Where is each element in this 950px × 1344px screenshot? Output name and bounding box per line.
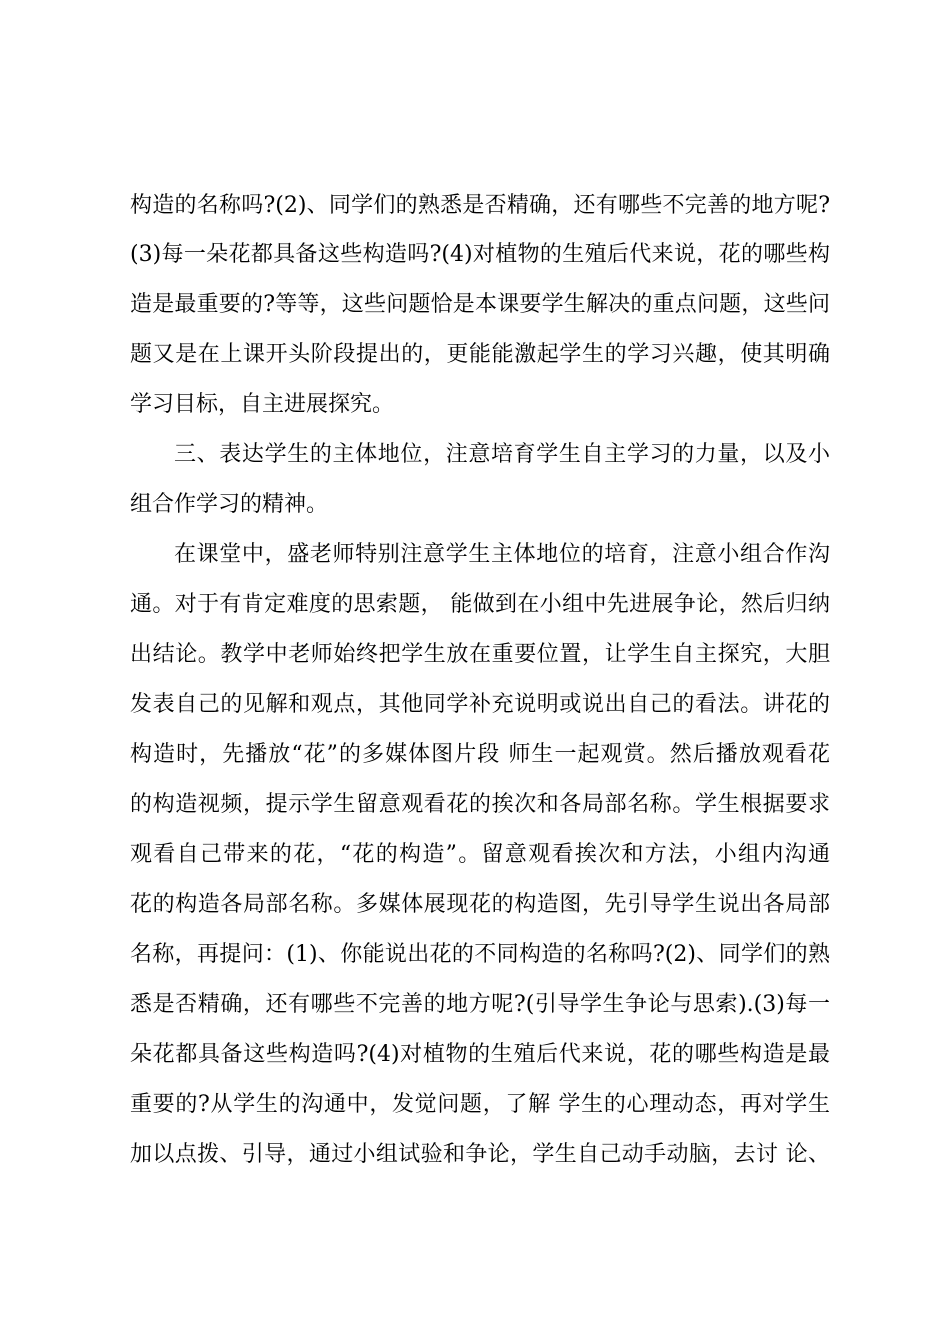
text-line-12: 构造时，先播放“花”的多媒体图片段 师生一起观赏。然后播放观看花 [130, 742, 830, 767]
text-line-16: 名称，再提问：(1)、你能说出花的不同构造的名称吗?(2)、同学们的熟 [130, 942, 830, 967]
text-line-17: 悉是否精确，还有哪些不完善的地方呢?(引导学生争论与思索).(3)每一 [130, 992, 830, 1017]
text-line-18: 朵花都具备这些构造吗?(4)对植物的生殖后代来说，花的哪些构造是最 [130, 1042, 830, 1067]
text-line-8: 在课堂中，盛老师特别注意学生主体地位的培育，注意小组合作沟 [174, 542, 830, 567]
text-line-11: 发表自己的见解和观点，其他同学补充说明或说出自己的看法。讲花的 [130, 692, 830, 717]
text-line-15: 花的构造各局部名称。多媒体展现花的构造图，先引导学生说出各局部 [130, 892, 830, 917]
section-heading-line-2: 组合作学习的精神。 [130, 492, 329, 517]
text-line-5: 学习目标，自主进展探究。 [130, 392, 395, 417]
text-line-3: 造是最重要的?等等，这些问题恰是本课要学生解决的重点问题，这些问 [130, 292, 830, 317]
text-line-20: 加以点拨、引导，通过小组试验和争论，学生自己动手动脑，去讨 论、 [130, 1142, 830, 1167]
text-line-14: 观看自己带来的花，“花的构造”。留意观看挨次和方法，小组内沟通 [130, 842, 830, 867]
text-line-4: 题又是在上课开头阶段提出的，更能能激起学生的学习兴趣，使其明确 [130, 342, 830, 367]
text-line-9: 通。对于有肯定难度的思索题， 能做到在小组中先进展争论，然后归纳 [130, 592, 830, 617]
text-line-10: 出结论。教学中老师始终把学生放在重要位置，让学生自主探究，大胆 [130, 642, 830, 667]
text-line-2: (3)每一朵花都具备这些构造吗?(4)对植物的生殖后代来说，花的哪些构 [130, 242, 830, 267]
text-line-1: 构造的名称吗?(2)、同学们的熟悉是否精确，还有哪些不完善的地方呢? [130, 193, 830, 218]
text-line-19: 重要的?从学生的沟通中，发觉问题，了解 学生的心理动态，再对学生 [130, 1092, 830, 1117]
text-line-13: 的构造视频，提示学生留意观看花的挨次和各局部名称。学生根据要求 [130, 792, 830, 817]
section-heading-line-1: 三、表达学生的主体地位，注意培育学生自主学习的力量，以及小 [174, 442, 830, 467]
